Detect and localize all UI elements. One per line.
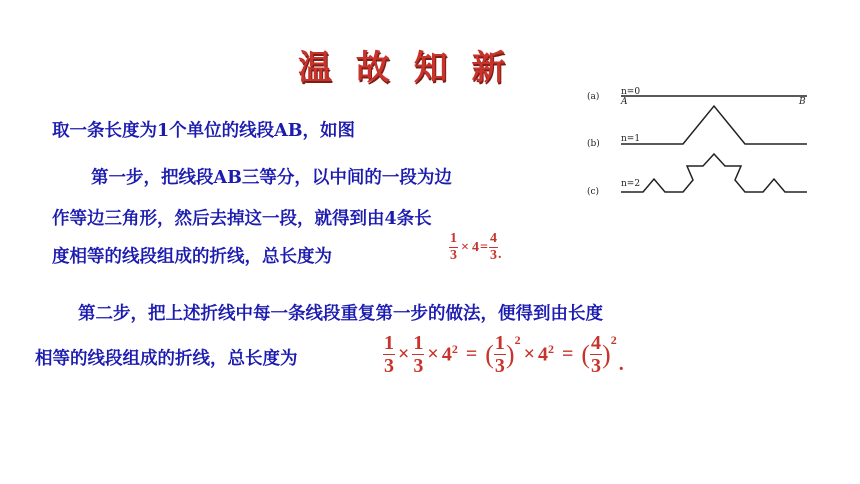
text-line-6: 相等的线段组成的折线，总长度为 bbox=[35, 349, 298, 369]
text-line-2: 第一步，把线段AB三等分，以中间的一段为边 bbox=[91, 168, 452, 188]
label-B: B bbox=[799, 97, 806, 107]
text-line-5: 第二步，把上述折线中每一条线段重复第一步的做法，便得到由长度 bbox=[78, 304, 603, 324]
text-line-4: 度相等的线段组成的折线，总长度为 bbox=[52, 247, 332, 267]
formula-1: $\frac{1}{3}$ × 4= $\frac{4}{3}$ . bbox=[450, 231, 502, 263]
curve-n2 bbox=[621, 154, 807, 192]
label-c: (c) bbox=[587, 187, 600, 197]
fraction: $\frac{1}{3}$ bbox=[494, 332, 505, 377]
label-A: A bbox=[621, 97, 628, 107]
text-line-3: 作等边三角形，然后去掉这一段，就得到由4条长 bbox=[52, 209, 432, 229]
fraction: $\frac{4}{3}$ bbox=[591, 332, 602, 377]
label-n2: n=2 bbox=[621, 179, 641, 189]
page-title: 温 故 知 新 bbox=[298, 48, 512, 88]
label-a: (a) bbox=[587, 92, 600, 102]
fraction: $\frac{4}{3}$ bbox=[489, 231, 497, 263]
fraction: $\frac{1}{3}$ bbox=[413, 332, 424, 377]
koch-curve-diagram bbox=[585, 84, 819, 212]
label-n1: n=1 bbox=[621, 134, 641, 144]
fraction: $\frac{1}{3}$ bbox=[384, 332, 394, 377]
fraction: $\frac{1}{3}$ bbox=[450, 231, 457, 263]
label-n0: n=0 bbox=[621, 87, 641, 97]
formula-2: $\frac{1}{3}$ × $\frac{1}{3}$ × $4^2$ = ( $\frac{1}{3}$ )$^2\times 4^2$ = ( $\frac{4}{3}$ )$^2$. bbox=[384, 332, 624, 377]
label-b: (b) bbox=[587, 139, 600, 149]
text-line-1: 取一条长度为1个单位的线段AB，如图 bbox=[52, 121, 356, 141]
curve-n1 bbox=[621, 106, 807, 144]
